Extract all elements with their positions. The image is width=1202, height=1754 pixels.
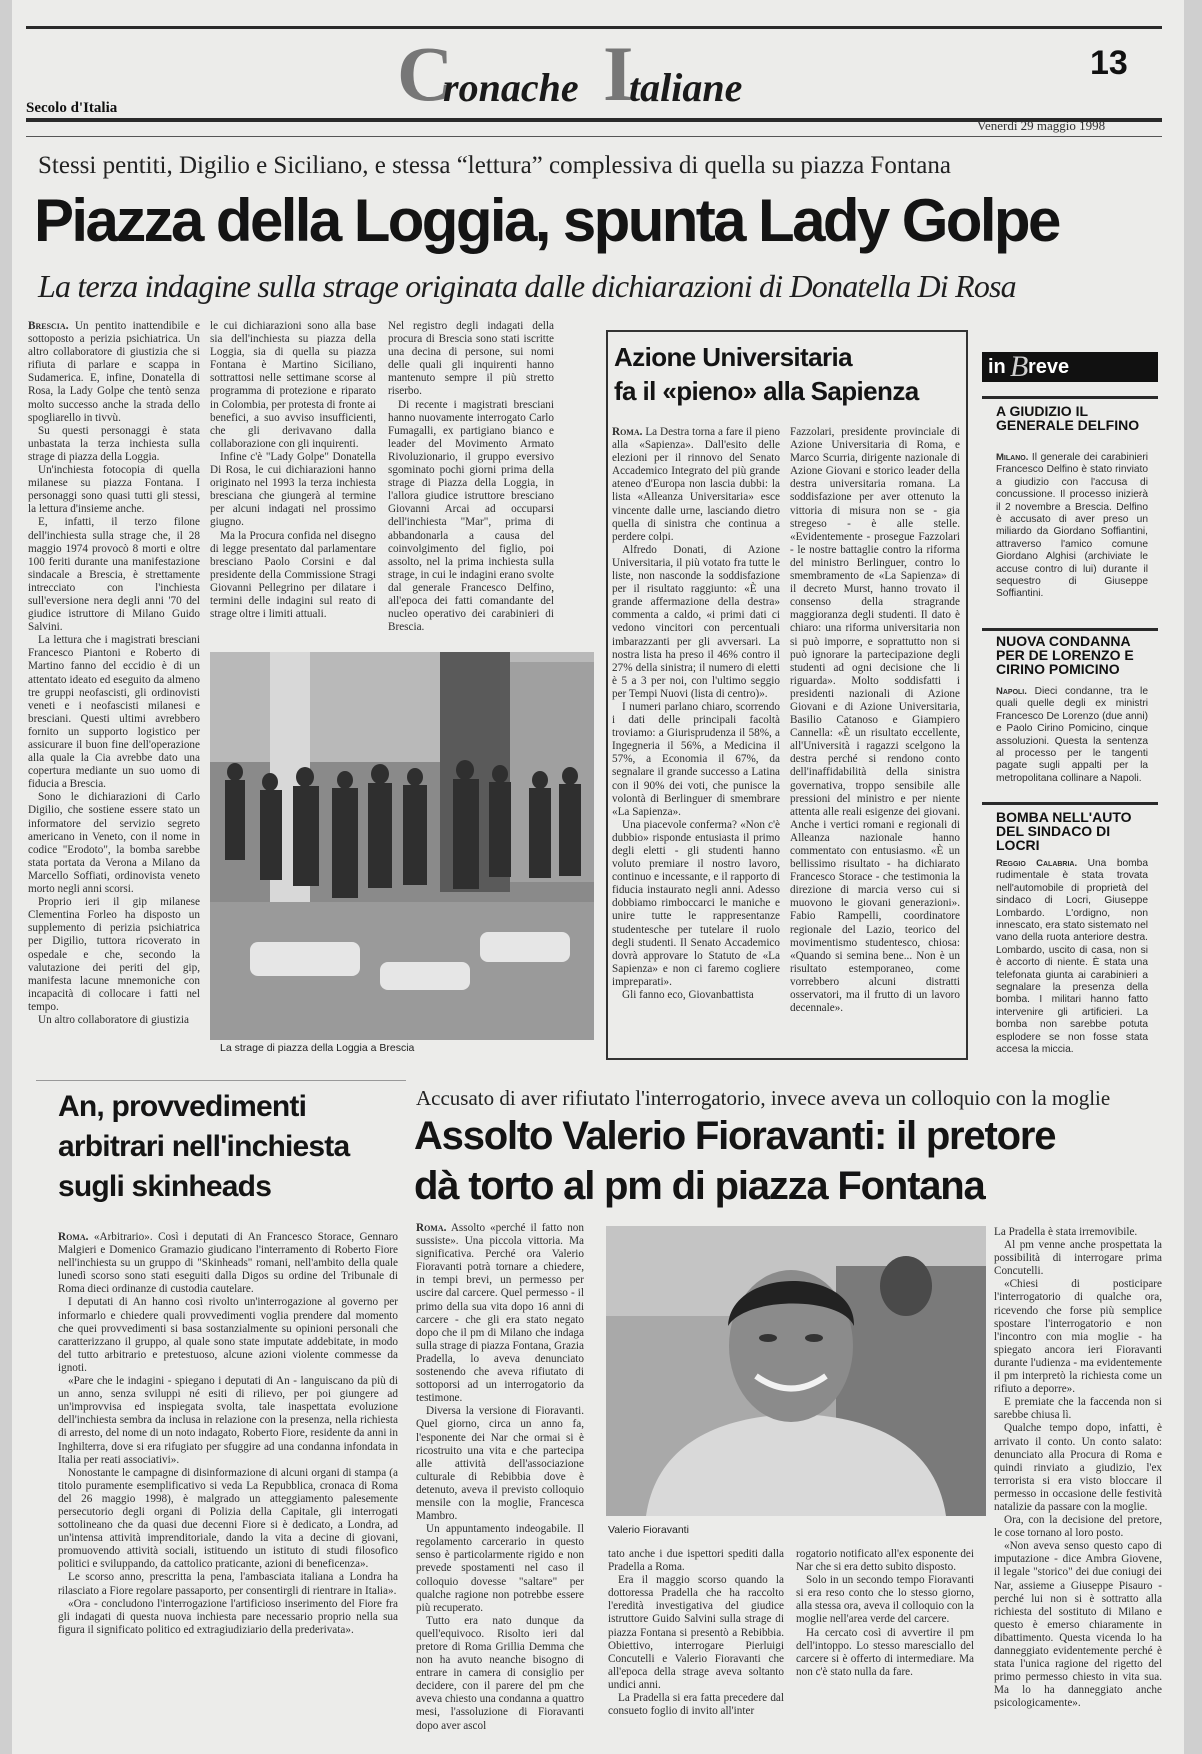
dateline: Reggio Calabria. [996, 858, 1078, 869]
fi-c1-p4: Tutto era nato dunque da quell'equivoco. Risolto ieri dal pretore di Roma Grillia Demma che non ha avuto neanche bisogno di entrare in camera di consiglio per decidere, con il parere del pm che aveva chiesto una condanna a quattro mesi, l'assoluzione di Fioravanti dopo aver ascol [416, 1614, 584, 1732]
in-breve-column [982, 334, 1162, 1074]
page-number: 13 [1090, 44, 1128, 82]
lead-photo [210, 652, 594, 1040]
fi-c4-p3: «Chiesi di posticipare l'interrogatorio di qualche ora, ricevendo che forse più semplice spostare l'interrogatorio e non l'incontro con mia moglie - ha spiegato ancora ieri Fioravanti durante l'udienza - ma evidentemente il pm interpretò la richiesta come un rifiuto a deporre». [994, 1278, 1162, 1396]
breve-title-b: B [1010, 350, 1029, 383]
sk-p1 [58, 1231, 398, 1296]
fioravanti-column-4 [994, 1226, 1162, 1734]
fioravanti-kicker: Accusato di aver rifiutato l'interrogatorio, invece aveva un colloquio con la moglie [416, 1086, 1111, 1110]
fioravanti-column-3 [796, 1548, 974, 1734]
az-c2-p1: Fazzolari, presidente provinciale di Azione Universitaria di Roma, e Marco Scurria, dirigente nazionale di Azione Giovani e storico leader della destra universitaria romana. La soddisfazione per aver ottenuto la vittoria di misura non se - gia stregeso - è alle stelle. «Evidentemente - prosegue Fazzolari - le nostre battaglie contro la riforma del ministro Berlinguer, contro lo smembramento de «La Sapienza» di il decreto Murst, hanno trovato il consenso della stragrande maggioranza degli studenti. Il dato è chiaro: una riforma universitaria non si può imporre, e soprattutto non si può ignorare la partecipazione degli studenti ad ogni decisione che li riguarda». Molto soddisfatti i presidenti nazionali di Azione Giovani e di Azione Universitaria, Basilio Catanoso e Giampiero Cannella: «È un risultato eccellente, all'Università i ragazzi scelgono la destra perché si rendono conto dell'inaffidabilità della sinistra governativa, troppo sensibile alle pressioni del ministro e per niente attenta alle reali esigenze dei giovani. Anche i vertici romani e regionali di Alleanza nazionale hanno commentato con entusiasmo. «È un bellissimo risultato - ha dichiarato Francesco Storace - che testimonia la direzione di marcia verso cui si muovono le giovani generazioni». Fabio Rampelli, coordinatore regionale del Lazio, teorico del movimentismo studentesco, chiosa: «Quando si semina bene... Non è un risultato estemporaneo, come vorrebbero alcuni distratti osservatori, ma il frutto di un lavoro decennale». [790, 426, 960, 1015]
in-breve-title-bar [982, 352, 1158, 382]
sk-p6: «Ora - concludono l'interrogazione l'artificioso inserimento del Fiore fra gli indagati di questa nuova inchiesta pare necessario proprio nella sua figura il significato politico ed extragiudiziario della prederivata». [58, 1597, 398, 1636]
fi-c4-p6: Ora, con la decisione del pretore, le cose tornano al loro posto. [994, 1514, 1162, 1540]
paper-name: Secolo d'Italia [26, 100, 118, 116]
az-c1-p5: Gli fanno eco, Giovanbattista [622, 989, 754, 1002]
breve-item-2-headline: NUOVA CONDANNA PER DE LORENZO E CIRINO POMICINO [996, 633, 1134, 677]
paragraph-text: Un pentito inattendibile e sottoposto a perizia psichiatrica. Un altro collaboratore di giustizia che si rifiuta di parlare e scappa in Sudamerica. E, infine, Donatella di Rosa, la Lady Golpe che tentò senza molto successo anche la strada dello spogliarello in tivvù. [28, 320, 200, 424]
section-word-1: ronache [443, 65, 579, 110]
fi-c2-p3: La Pradella si era fatta precedere dal consueto foglio di invito all'inter [608, 1692, 784, 1718]
lead-column-3 [388, 320, 554, 640]
paragraph-text: Il generale dei carabinieri Francesco Delfino è stato rinviato a giudizio con l'accusa di concussione. Il processo inizierà il 2 novembre a Brescia. Delfino è accusato di aver preso un miliardo da Giordano Soffiantini, attraverso l'amico comune Giordano Alghisi (archiviate le accuse contro di lui) durante il sequestro di Giuseppe Soffiantini. [996, 452, 1148, 600]
azione-headline-2: fa il «pieno» alla Sapienza [614, 376, 919, 406]
skinheads-headline: An, provvedimenti arbitrari nell'inchiesta sugli skinheads [58, 1090, 350, 1203]
sk-p5: Le scorso anno, prescritta la pena, l'ambasciata italiana a Londra ha rilasciato a Fiore regolare passaporto, per consentirgli di rientrare in Italia». [58, 1571, 398, 1597]
breve-item-1-text [996, 452, 1148, 602]
fi-c4-p1: La Pradella è stata irremovibile. [994, 1226, 1138, 1238]
paragraph-text: Una bomba rudimentale è stata trovata nell'automobile di proprietà del sindaco di Locri, Giuseppe Lombardo. L'ordigno, non innescato, era stato sistemato nel vano della ruota anteriore destra. Lombardo, uscito di casa, non si è accorto di niente. È stata una telefonata giunta ai carabinieri a segnalare la presenza della bomba. I militari hanno fatto intervenire gli artificieri. La bomba non sarebbe potuta esplodere se non fosse stata accesa la miccia. [996, 858, 1148, 1056]
fi-c2-p2: Era il maggio scorso quando la dottoressa Pradella che ha raccolto l'eredità investigativa del giudice istruttore Guido Salvini sulla strage di piazza Fontana si presentò a Rebibbia. Obiettivo, interrogare Pierluigi Concutelli e Valerio Fioravanti che all'epoca della strage aveva soltanto undici anni. [608, 1574, 784, 1691]
fi-c1-p2: Diversa la versione di Fioravanti. Quel giorno, circa un anno fa, l'esponente dei Nar che ormai si è ricostruito una vita e che partecipa alle attività dell'associazione culturale di Rebibbia dove è detenuto, aveva il previsto colloquio mensile con la moglie, Francesca Mambro. [416, 1405, 584, 1523]
lead-c1-p1 [28, 320, 200, 425]
azione-headline-1: Azione Universitaria [614, 342, 852, 372]
section-word-2: taliane [629, 65, 743, 110]
azione-column-1 [612, 426, 780, 1046]
top-rule [26, 26, 1162, 29]
skinheads-article [36, 1080, 406, 1725]
breve-item-2-text [996, 686, 1148, 798]
skinheads-body [58, 1231, 398, 1711]
dateline: Brescia. [28, 320, 69, 332]
fi-c3-p2: Solo in un secondo tempo Fioravanti si era reso conto che lo stesso giorno, alla stessa ora, aveva il colloquio con la moglie nell'area verde del carcere. [796, 1574, 974, 1626]
lead-c3-p2: Di recente i magistrati bresciani hanno nuovamente interrogato Carlo Fumagalli, ex partigiano bianco e leader del Movimento Armato Rivoluzionario, il gruppo eversivo sgominato pochi giorni prima della strage di Piazza della Loggia, in l'allora giudice istruttore bresciano Giovanni Arcai ad occuparsi dell'inchiesta "Mar", prima di abbandonarla a causa del coinvolgimento del figlio, poi assolto, nel la prima inchiesta sulla strage, in cui le indagini erano svolte dal generale Francesco Delfino, all'epoca dei fatti comandante del nucleo operativo dei carabinieri di Brescia. [388, 398, 554, 634]
dateline: Milano. [996, 452, 1029, 463]
lead-photo-caption: La strage di piazza della Loggia a Brescia [220, 1042, 415, 1054]
azione-column-2 [790, 426, 960, 1046]
dateline: Roma. [416, 1222, 447, 1234]
breve-rule [982, 396, 1158, 399]
breve-rule [982, 628, 1158, 631]
issue-date: Venerdì 29 maggio 1998 [977, 118, 1106, 133]
lead-c2-p1: le cui dichiarazioni sono alla base sia dell'inchiesta su piazza della Loggia, sia di quella su piazza Fontana è Martino Siciliano, sottrattosi nelle settimane scorse al programma di protezione e riparato in Colombia, per protesta di fronte ai benefici, a suo avviso insufficienti, che gli derivavano dalla collaborazione con gli inquirenti. [210, 320, 376, 450]
breve-title-rest: reve [1028, 356, 1070, 378]
lead-headline: Piazza della Loggia, spunta Lady Golpe [34, 187, 1059, 254]
lead-c1-p4: E, infatti, il terzo filone dell'inchiesta sulla strage che, il 28 maggio 1974 provocò 8 morti e oltre 100 feriti durante una manifestazione sindacale a Brescia, è strettamente intrecciato con l'inchiesta sull'eversione nera degli anni '70 del giudice istruttore di Milano Guido Salvini. [28, 516, 200, 634]
lead-c1-p6: Sono le dichiarazioni di Carlo Digilio, che sostiene essere stato un informatore del servizio segreto americano in Veneto, con il nome in codice "Erodoto", la bomba sarebbe stata portata da Verona a Milano da Marcello Soffiati, ordinovista veneto morto negli anni scorsi. [28, 791, 200, 896]
az-c1-p4: Una piacevole conferma? «Non c'è dubbio» risponde entusiasta il primo degli eletti - gli studenti hanno voluto premiare il nostro lavoro, continuo e incessante, e il rapporto di fiducia instaurato negli anni. Adesso dobbiamo rimboccarci le maniche e unire tutte le rappresentanze studentesche per tutelare il ruolo degli studenti. Il Senato Accademico dovrà approvare lo Statuto de «La Sapienza» e non ci faremo cogliere impreparati». [612, 818, 780, 988]
lead-c1-p2: Su questi personaggi è stata unbastata la terza inchiesta sulla strage di piazza della Loggia. [28, 424, 200, 463]
lead-c2-p2: Infine c'è "Lady Golpe" Donatella Di Rosa, le cui dichiarazioni hanno originato nel 1993 la terza inchiesta bresciana che giungerà al termine per alcuni indagati nel prossimo giugno. [210, 450, 376, 529]
lead-column-2 [210, 320, 376, 640]
paragraph-text: La Destra torna a fare il pieno alla «Sapienza». Dall'esito delle elezioni per il rinnovo del Senato Accademico Integrato del più grande ateneo d'Europa non lascia dubbi: la lista «Alleanza Universitaria» esce vincente dalle urne, lasciando dietro quella di sinistra che continua a perdere colpi. [612, 426, 781, 543]
dateline: Roma. [58, 1231, 89, 1243]
fi-c4-p2: Al pm venne anche prospettata la possibilità di interrogare prima Concutelli. [994, 1239, 1162, 1278]
paragraph-text: Assolto «perché il fatto non sussiste». Una piccola vittoria. Ma significativa. Perché ora Valerio Fioravanti potrà tornare a chiedere, in tempi brevi, un permesso per uscire dal carcere. Quel permesso - il primo della sua vita dopo 16 anni di carcere - che gli era stato negato dopo che il pm di Milano che indaga sulla strage di piazza Fontana, Grazia Pradella, lo aveva denunciato sostenendo che aveva rifiutato di sottoporsi ad un interrogatorio da testimone. [416, 1222, 584, 1405]
fi-c3-p3: Ha cercato così di avvertire il pm dell'intoppo. Lo stesso maresciallo del carcere si è offerto di intermediare. Ma non c'è stato nulla da fare. [796, 1626, 974, 1678]
breve-item-3-headline: BOMBA NELL'AUTO DEL SINDACO DI LOCRI [996, 809, 1132, 853]
fioravanti-column-1 [416, 1222, 584, 1732]
fi-c4-p5: Qualche tempo dopo, infatti, è arrivato il conto. Un conto salato: denunciato alla Procura di Roma e quindi rinviato a giudizio, l'ex terrorista si era visto bloccare il permesso in occasione delle festività natalizie da passare con la moglie. [994, 1422, 1162, 1513]
fi-c4-p7: «Non aveva senso questo capo di imputazione - dice Ambra Giovene, il legale "storico" dei due coniugi dei Nar, assieme a Giuseppe Pisauro - perché lui non si è sottratto alla richiesta del sostituto di Milano e questo è emerso chiaramente in dibattimento. Questa vicenda lo ha danneggiato evidentemente perché è stata l'unica ragione del rigetto del primo permesso chiesto in vita sua. Ma lo ha danneggiato anche psicologicamente». [994, 1540, 1162, 1710]
lead-subhead: La terza indagine sulla strage originata dalle dichiarazioni di Donatella Di Rosa [38, 268, 1016, 304]
fi-c4-p4: E premiate che la faccenda non si sarebbe chiusa lì. [994, 1396, 1162, 1422]
newspaper-page [12, 0, 1184, 1754]
fioravanti-column-2 [608, 1548, 784, 1734]
lead-c1-p8: Un altro collaboratore di giustizia [38, 1013, 189, 1026]
lead-c2-p3: Ma la Procura confida nel disegno di legge presentato dal parlamentare bresciano Paolo Corsini e dal presidente della Commissione Stragi Giovanni Pellegrino per dilatare i termini delle indagini sul reato di strage oltre i limiti attuali. [210, 529, 376, 621]
fi-c2-p1: tato anche i due ispettori spediti dalla Pradella a Roma. [608, 1548, 784, 1574]
dateline: Roma. [612, 426, 643, 438]
breve-item-3-text [996, 858, 1148, 1060]
lead-c3-p1: Nel registro degli indagati della procura di Brescia sono stati iscritte una decina di persone, sui nomi delle quali gli inquirenti hanno mantenuto sempre il più stretto riserbo. [388, 320, 554, 398]
fioravanti-headline-2: dà torto al pm di piazza Fontana [414, 1164, 985, 1208]
fi-c1-p1 [416, 1222, 584, 1405]
dateline: Napoli. [996, 686, 1027, 697]
breve-title-in: in [988, 356, 1006, 378]
sk-p4: Nonostante le campagne di disinformazione di alcuni organi di stampa (a titolo puramente esemplificativo si veda La Repubblica, cronaca di Roma del 26 maggio 1998), è malgrado un atteggiamento palesemente persecutorio degli organi di Polizia della Capitale, gli interrogati sottolineano che da quasi due decenni Fiore si è dedicato, a Londra, ad un'intensa attività imprenditoriale, dando la vita a decine di giovani, promuovendo attività sociali, istituendo un istituto di studi filosofico politici e sviluppando, da cattolico praticante, azioni di beneficenza». [58, 1466, 398, 1571]
sk-p2: I deputati di An hanno così rivolto un'interrogazione al governo per informarlo e chiedere quali provvedimenti voglia prendere dal momento che quei provvedimenti si basa sostanzialmente su opinioni personali che caratterizzano il gruppo, al quale sono state imputate addebitate, in modo del tutto arbitrario e pretestuoso, alcune azioni violente commesse da ignoti. [58, 1296, 398, 1374]
az-c1-p2: Alfredo Donati, di Azione Universitaria, il più votato fra tutte le liste, non nasconde la soddisfazione per il risultato raggiunto: «È una grande affermazione della destra» commenta a caldo, «i primi dati ci vedono vincitori con percentuali imbarazzanti per gli avversari. La nostra lista ha preso il 46% contro il 27% della sinistra; il numero di eletti è 5 a 3 per noi, con l'ultimo seggio per Tempi Nuovi (lista di centro)». [612, 543, 780, 700]
section-initial-i: I [603, 30, 634, 117]
breve-rule [982, 802, 1158, 805]
paragraph-text: «Arbitrario». Così i deputati di An Francesco Storace, Gennaro Malgieri e Domenico Gramazio giudicano l'interramento di Roberto Fiore nell'inchiesta su un gruppo di "Skinheads" romani, nell'ambito della quale lunedì scorso sono stati eseguiti dalla Digos su ordine del Tribunale di Roma dieci ordinanze di custodia cautelare. [58, 1231, 398, 1296]
azione-box [606, 330, 968, 1060]
fioravanti-headline-1: Assolto Valerio Fioravanti: il pretore [414, 1114, 1056, 1158]
section-initial-c: C [397, 30, 454, 117]
az-c1-p3: I numeri parlano chiaro, scorrendo i dati delle principali facoltà troviamo: a Giurisprudenza il 58%, a Ingegneria il 56%, a Medicina il 57%, a Economia il 67%, da segnalare il grande successo a Latina con il 90% dei voti, che punisce la volontà di Berlinguer di smembrare «La Sapienza». [612, 700, 780, 818]
lead-c1-p3: Un'inchiesta fotocopia di quella milanese su piazza Fontana. I personaggi sono quasi tutti gli stessi, la lettura d'insieme anche. [28, 464, 200, 516]
fi-c3-p1: rogatorio notificato all'ex esponente dei Nar che si era detto subito disposto. [796, 1548, 974, 1574]
fi-c1-p3: Un appuntamento indeogabile. Il regolamento carcerario in questo senso è particolarmente rigido e non prevede spostamenti nel caso il colloquio dovesse "saltare" per qualche ragione non potrebbe essere più recuperato. [416, 1523, 584, 1614]
fioravanti-photo [606, 1226, 986, 1516]
date-rule [26, 136, 1162, 137]
sk-p3: «Pare che le indagini - spiegano i deputati di An - languiscano da più di un anno, senza sviluppi né esiti di rilievo, per poi giungere ad un'improvvisa ed inspiegata svolta, tale inaspettata evoluzione dell'inchiesta sembra da inclusa in relazione con la presenza, nella richiesta di arresto, del nome di un noto indagato, Roberto Fiore, residente da anni in Inghilterra, dove si era rifugiato per sfuggire ad una condanna infondata in Italia per reati associativi». [58, 1375, 398, 1466]
paragraph-text: Dieci condanne, tra le quali quelle degli ex ministri Francesco De Lorenzo (due anni) e Paolo Cirino Pomicino, cinque assoluzioni. Questa la sentenza al processo per le tangenti pagate sugli appalti per la metropolitana collinare a Napoli. [996, 686, 1148, 784]
breve-item-1-headline: A GIUDIZIO IL GENERALE DELFINO [996, 403, 1140, 433]
lead-c1-p5: La lettura che i magistrati bresciani Francesco Piantoni e Roberto di Martino fanno del eccidio è di un attentato ideato ed eseguito da almeno tre gruppi neofascisti, gli ordinovisti veneti e i neofascisti milanesi e bresciani. Questi ultimi avrebbero fornito un supporto logistico per assicurare il buon fine dell'operazione alla quale la Cia avrebbe dato una copertura mediante un suo uomo di fiducia a Brescia. [28, 634, 200, 791]
crowd-photo-image [210, 652, 594, 1040]
portrait-photo-image [606, 1226, 986, 1516]
lead-c1-p7: Proprio ieri il gip milanese Clementina Forleo ha disposto un supplemento di perizia psichiatrica per Digilio, tuttora ricoverato in ospedale e che, secondo la valutazione dei periti del gip, manifesta lacune mnemoniche con incapacità di collocare i fatti nel tempo. [28, 896, 200, 1013]
section-title [397, 30, 817, 117]
lead-kicker: Stessi pentiti, Digilio e Siciliano, e stessa “lettura” complessiva di quella su piazza Fontana [38, 152, 951, 179]
lead-column-1 [28, 320, 200, 1050]
az-c1-p1 [612, 426, 780, 544]
fioravanti-photo-caption: Valerio Fioravanti [608, 1524, 689, 1536]
